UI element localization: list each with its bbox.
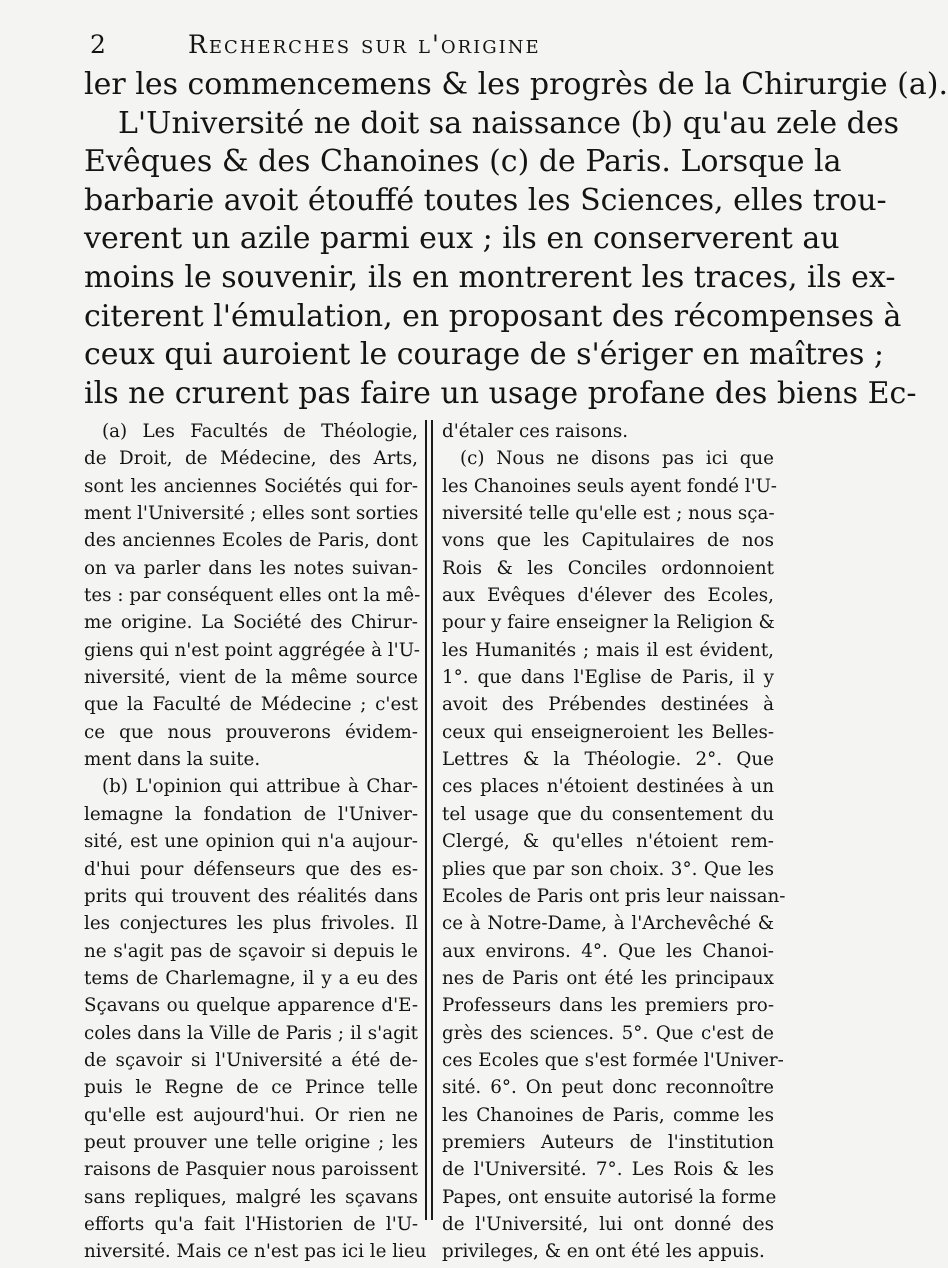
text-line: moins le souvenir, ils en montrerent les traces, ils ex-	[84, 259, 896, 295]
footnote-line: les Chanoines de Paris, comme les	[442, 1104, 774, 1126]
footnote-line: sans repliques, malgré les sçavans	[84, 1186, 418, 1208]
footnote-line: lemagne la fondation de l'Univer-	[84, 803, 418, 825]
footnote-line: plies que par son choix. 3°. Que les	[442, 858, 774, 880]
text-line: ils ne crurent pas faire un usage profane des biens Ec-	[84, 375, 917, 411]
footnote-line: Sçavans ou quelque apparence d'E-	[84, 995, 418, 1017]
footnote-line: tems de Charlemagne, il y a eu des	[84, 967, 418, 989]
footnote-line: avoit des Prébendes destinées à	[442, 694, 774, 716]
footnote-line: on va parler dans les notes suivan-	[84, 557, 418, 579]
footnote-line: Rois & les Conciles ordonnoient	[442, 557, 774, 579]
footnote-line: ne s'agit pas de sçavoir si depuis le	[84, 940, 418, 962]
footnote-line: sité, est une opinion qui n'a aujour-	[84, 831, 418, 853]
footnote-line: aux Evêques d'élever des Ecoles,	[442, 585, 774, 607]
column-rule	[431, 420, 433, 1220]
footnote-line: les Chanoines seuls ayent fondé l'U-	[442, 475, 777, 497]
footnote-line: peut prouver une telle origine ; les	[84, 1131, 418, 1153]
footnote-line: d'hui pour défenseurs que des es-	[84, 858, 418, 880]
footnote-line: tes : par conséquent elles ont la mê-	[84, 585, 421, 607]
column-rule	[425, 420, 427, 1220]
footnote-line: 1°. que dans l'Eglise de Paris, il y	[442, 667, 774, 689]
footnote-line: de l'Université. 7°. Les Rois & les	[442, 1159, 774, 1181]
footnote-line: grès des sciences. 5°. Que c'est de	[442, 1022, 774, 1044]
footnote-line: ment dans la suite.	[84, 749, 261, 771]
footnote-line: niversité telle qu'elle est ; nous sça-	[442, 503, 775, 525]
footnote-line: sité. 6°. On peut donc reconnoître	[442, 1077, 774, 1099]
footnote-line: (a) Les Facultés de Théologie,	[102, 421, 418, 442]
footnote-line: ceux qui enseigneroient les Belles-	[442, 721, 774, 743]
footnote-line: ces Ecoles que s'est formée l'Univer-	[442, 1049, 784, 1071]
footnote-line: ce que nous prouverons évidem-	[84, 721, 418, 743]
footnote-line: que la Faculté de Médecine ; c'est	[84, 694, 418, 716]
running-head	[90, 30, 690, 64]
footnote-line: nes de Paris ont été les principaux	[442, 967, 774, 989]
footnote-line: de sçavoir si l'Université a été de-	[84, 1049, 418, 1071]
footnote-line: Professeurs dans les premiers pro-	[442, 995, 774, 1017]
footnote-line: les Humanités ; mais il est évident,	[442, 639, 774, 661]
running-title: Recherches sur l'origine	[188, 30, 541, 59]
footnote-line: de Droit, de Médecine, des Arts,	[84, 448, 418, 470]
footnote-line: Clergé, & qu'elles n'étoient rem-	[442, 831, 774, 853]
footnote-line: de l'Université, lui ont donné des	[442, 1213, 774, 1235]
footnote-line: coles dans la Ville de Paris ; il s'agit	[84, 1022, 418, 1044]
text-line: Evêques & des Chanoines (c) de Paris. Lorsque la	[84, 144, 842, 180]
footnotes-right-column	[442, 418, 786, 1266]
text-line: ler les commencemens & les progrès de la Chirurgie (a).	[84, 67, 948, 102]
footnote-line: aux environs. 4°. Que les Chanoi-	[442, 940, 774, 962]
page-number: 2	[90, 30, 108, 59]
text-line: L'Université ne doit sa naissance (b) qu'au zele des	[118, 105, 899, 141]
footnote-line: (b) L'opinion qui attribue à Char-	[102, 776, 418, 798]
footnote-line: Papes, ont ensuite autorisé la forme	[442, 1186, 777, 1208]
footnote-line: ce à Notre-Dame, à l'Archevêché &	[442, 913, 774, 935]
footnote-line: niversité. Mais ce n'est pas ici le lieu	[84, 1241, 427, 1263]
text-line: citerent l'émulation, en proposant des récompenses à	[84, 298, 902, 334]
footnote-line: tel usage que du consentement du	[442, 803, 774, 825]
footnote-line: ment l'Université ; elles sont sorties	[84, 503, 419, 525]
footnote-line: niversité, vient de la même source	[84, 667, 418, 689]
footnote-line: pour y faire enseigner la Religion &	[442, 612, 775, 634]
footnote-line: vons que les Capitulaires de nos	[442, 530, 774, 552]
footnote-line: premiers Auteurs de l'institution	[442, 1131, 774, 1153]
footnote-line: giens qui n'est point aggrégée à l'U-	[84, 639, 420, 661]
main-text	[84, 66, 948, 413]
footnote-line: puis le Regne de ce Prince telle	[84, 1077, 418, 1099]
footnote-line: Ecoles de Paris ont pris leur naissan-	[442, 885, 786, 907]
footnote-line: me origine. La Société des Chirur-	[84, 612, 418, 634]
footnote-line: raisons de Pasquier nous paroissent	[84, 1159, 419, 1181]
text-line: barbarie avoit étouffé toutes les Sciences, elles trou-	[84, 182, 887, 218]
footnote-line: privileges, & en ont été les appuis.	[442, 1241, 765, 1263]
footnote-line: qu'elle est aujourd'hui. Or rien ne	[84, 1104, 418, 1126]
footnote-line: (c) Nous ne disons pas ici que	[460, 448, 774, 470]
footnote-line: Lettres & la Théologie. 2°. Que	[442, 749, 774, 771]
footnote-line: les conjectures les plus frivoles. Il	[84, 913, 418, 935]
footnote-line: ces places n'étoient destinées à un	[442, 776, 774, 798]
text-line: ceux qui auroient le courage de s'ériger en maîtres ;	[84, 337, 885, 373]
footnote-line: efforts qu'a fait l'Historien de l'U-	[84, 1213, 418, 1235]
footnote-line: sont les anciennes Sociétés qui for-	[84, 475, 418, 497]
text-line: verent un azile parmi eux ; ils en conserverent au	[84, 221, 840, 257]
footnotes-left-column	[84, 418, 427, 1266]
footnote-line: d'étaler ces raisons.	[442, 421, 629, 442]
footnote-line: prits qui trouvent des réalités dans	[84, 885, 418, 907]
footnote-line: des anciennes Ecoles de Paris, dont	[84, 530, 418, 552]
